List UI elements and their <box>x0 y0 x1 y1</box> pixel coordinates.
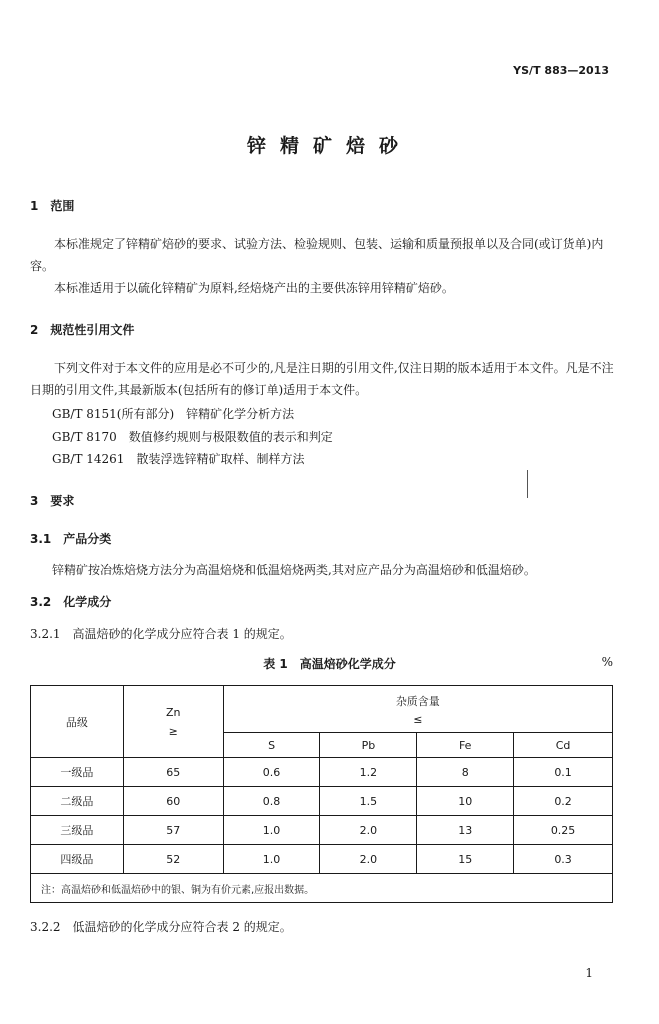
cell-s: 1.0 <box>223 845 320 874</box>
cell-pb: 2.0 <box>320 845 417 874</box>
section-3-2-heading: 3.2 化学成分 <box>30 595 112 609</box>
header-pb: Pb <box>320 733 417 758</box>
header-impurity <box>223 686 612 733</box>
section-3-2-1-text: 3.2.1 高温焙砂的化学成分应符合表 1 的规定。 <box>30 627 292 641</box>
cell-grade: 二级品 <box>31 787 124 816</box>
section-3-heading: 3 要求 <box>30 494 75 508</box>
table-1-unit: % <box>601 655 613 669</box>
cell-fe: 15 <box>417 845 514 874</box>
cell-pb: 2.0 <box>320 816 417 845</box>
section-1-heading: 1 范围 <box>30 199 75 213</box>
document-title: 锌精矿焙砂 <box>246 135 412 157</box>
table-1-caption: 表 1 高温焙砂化学成分 <box>263 657 396 671</box>
header-zn-symbol: ≥ <box>168 724 178 738</box>
scan-artifact-line <box>527 470 528 498</box>
header-impurity-label: 杂质含量 <box>395 694 440 708</box>
cell-pb: 1.2 <box>320 758 417 787</box>
cell-s: 0.6 <box>223 758 320 787</box>
cell-pb: 1.5 <box>320 787 417 816</box>
cell-zn: 60 <box>123 787 223 816</box>
table-1 <box>30 685 613 903</box>
section-3-1-heading: 3.1 产品分类 <box>30 532 112 546</box>
cell-grade: 一级品 <box>31 758 124 787</box>
table-row <box>31 787 613 816</box>
cell-grade: 三级品 <box>31 816 124 845</box>
cell-zn: 57 <box>123 816 223 845</box>
header-fe: Fe <box>417 733 514 758</box>
cell-cd: 0.3 <box>514 845 613 874</box>
table-row <box>31 816 613 845</box>
cell-cd: 0.25 <box>514 816 613 845</box>
cell-cd: 0.2 <box>514 787 613 816</box>
cell-s: 0.8 <box>223 787 320 816</box>
reference-item: GB/T 14261 散装浮选锌精矿取样、制样方法 <box>52 452 305 466</box>
header-zn-label: Zn <box>165 705 181 719</box>
section-1-paragraph-2: 本标准适用于以硫化锌精矿为原料,经焙烧产出的主要供冻锌用锌精矿焙砂。 <box>54 281 454 295</box>
section-1-paragraph-1: 本标准规定了锌精矿焙砂的要求、试验方法、检验规则、包装、运输和质量预报单以及合同(或订货单)内容。 <box>30 237 604 273</box>
cell-fe: 10 <box>417 787 514 816</box>
header-zn <box>123 686 223 758</box>
header-impurity-symbol: ≤ <box>413 712 423 726</box>
section-3-1-text: 锌精矿按冶炼焙烧方法分为高温焙烧和低温焙烧两类,其对应产品分为高温焙砂和低温焙砂。 <box>52 563 536 577</box>
cell-fe: 13 <box>417 816 514 845</box>
cell-fe: 8 <box>417 758 514 787</box>
reference-item: GB/T 8170 数值修约规则与极限数值的表示和判定 <box>52 430 333 444</box>
section-2-heading: 2 规范性引用文件 <box>30 323 135 337</box>
reference-item: GB/T 8151(所有部分) 锌精矿化学分析方法 <box>52 407 295 421</box>
header-cd: Cd <box>514 733 613 758</box>
section-3-2-2-text: 3.2.2 低温焙砂的化学成分应符合表 2 的规定。 <box>30 920 292 934</box>
table-1-note: 注：高温焙砂和低温焙砂中的银、铜为有价元素,应报出数据。 <box>31 874 613 903</box>
header-grade: 品级 <box>31 686 124 758</box>
cell-zn: 52 <box>123 845 223 874</box>
cell-s: 1.0 <box>223 816 320 845</box>
page-number: 1 <box>585 966 593 980</box>
cell-zn: 65 <box>123 758 223 787</box>
standard-number: YS/T 883—2013 <box>513 64 609 77</box>
header-s: S <box>223 733 320 758</box>
table-row <box>31 758 613 787</box>
table-row <box>31 845 613 874</box>
cell-cd: 0.1 <box>514 758 613 787</box>
section-2-paragraph-1: 下列文件对于本文件的应用是必不可少的,凡是注日期的引用文件,仅注日期的版本适用于本文件。凡是不注日期的引用文件,其最新版本(包括所有的修订单)适用于本文件。 <box>30 361 614 397</box>
cell-grade: 四级品 <box>31 845 124 874</box>
